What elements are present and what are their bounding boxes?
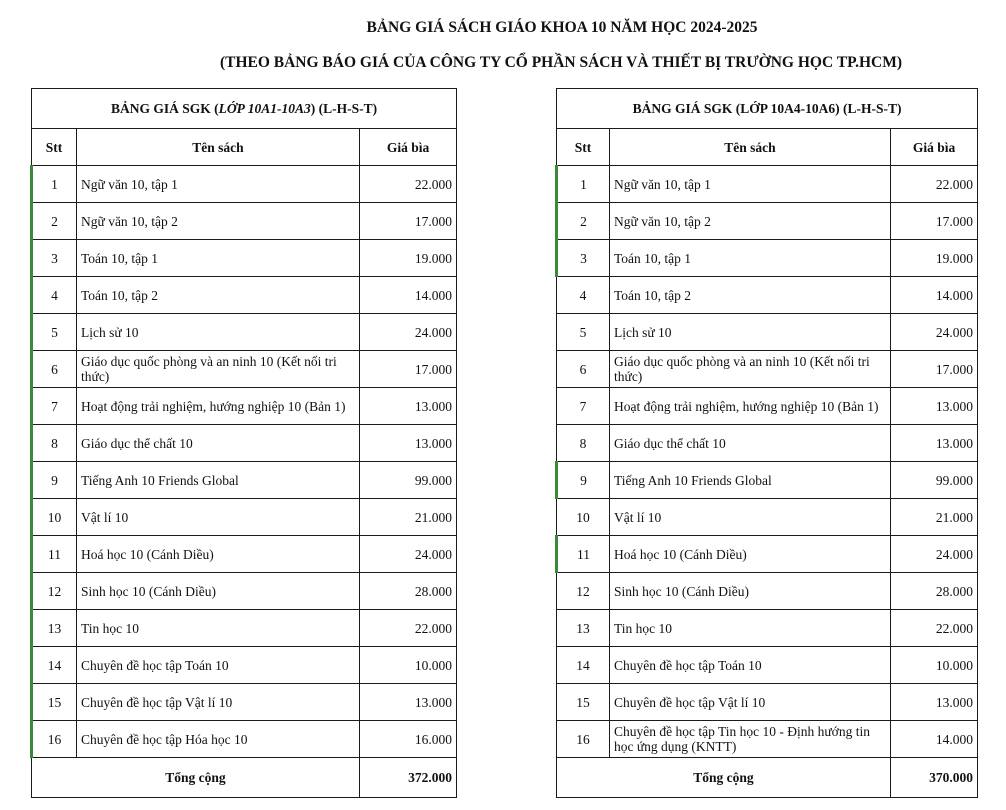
row-price: 13.000 (360, 684, 457, 721)
row-stt: 4 (557, 277, 610, 314)
table-caption: BẢNG GIÁ SGK (LỚP 10A1-10A3) (L-H-S-T) (32, 89, 457, 129)
row-book-name: Hoạt động trải nghiệm, hướng nghiệp 10 (Bản 1) (77, 388, 360, 425)
table-row (32, 684, 457, 721)
row-stt: 14 (32, 647, 77, 684)
row-stt: 1 (32, 166, 77, 203)
row-book-name: Giáo dục thể chất 10 (77, 425, 360, 462)
table-row (32, 166, 457, 203)
table-row (557, 499, 978, 536)
row-stt: 2 (557, 203, 610, 240)
row-book-name: Lịch sử 10 (610, 314, 891, 351)
table-row (32, 647, 457, 684)
row-book-name: Toán 10, tập 1 (610, 240, 891, 277)
table-caption: BẢNG GIÁ SGK (LỚP 10A4-10A6) (L-H-S-T) (557, 89, 978, 129)
row-price: 13.000 (360, 388, 457, 425)
row-stt: 10 (32, 499, 77, 536)
row-price: 24.000 (891, 536, 978, 573)
row-price: 19.000 (360, 240, 457, 277)
row-stt: 11 (557, 536, 610, 573)
table-row (557, 166, 978, 203)
column-header-stt: Stt (557, 129, 610, 166)
row-price: 21.000 (360, 499, 457, 536)
row-book-name: Ngữ văn 10, tập 1 (77, 166, 360, 203)
row-book-name: Chuyên đề học tập Tin học 10 - Định hướng tin học ứng dụng (KNTT) (610, 721, 891, 758)
row-price: 28.000 (891, 573, 978, 610)
row-price: 17.000 (891, 351, 978, 388)
row-price: 14.000 (360, 277, 457, 314)
row-stt: 12 (32, 573, 77, 610)
table-row (32, 240, 457, 277)
row-stt: 1 (557, 166, 610, 203)
row-price: 22.000 (360, 166, 457, 203)
row-price: 24.000 (360, 536, 457, 573)
row-price: 22.000 (360, 610, 457, 647)
total-value: 370.000 (891, 758, 978, 798)
table-row (32, 425, 457, 462)
row-price: 22.000 (891, 166, 978, 203)
table-row (557, 647, 978, 684)
column-header-name: Tên sách (610, 129, 891, 166)
row-stt: 3 (557, 240, 610, 277)
row-stt: 12 (557, 573, 610, 610)
row-book-name: Chuyên đề học tập Vật lí 10 (77, 684, 360, 721)
column-header-price: Giá bìa (360, 129, 457, 166)
row-price: 10.000 (360, 647, 457, 684)
row-book-name: Hoạt động trải nghiệm, hướng nghiệp 10 (Bản 1) (610, 388, 891, 425)
row-price: 13.000 (891, 425, 978, 462)
row-stt: 6 (32, 351, 77, 388)
row-book-name: Ngữ văn 10, tập 2 (77, 203, 360, 240)
row-stt: 15 (557, 684, 610, 721)
table-row (32, 277, 457, 314)
total-label: Tổng cộng (32, 758, 360, 798)
total-row (32, 758, 457, 798)
table-row (557, 277, 978, 314)
row-stt: 9 (32, 462, 77, 499)
row-book-name: Vật lí 10 (77, 499, 360, 536)
row-stt: 8 (557, 425, 610, 462)
row-book-name: Toán 10, tập 1 (77, 240, 360, 277)
row-price: 10.000 (891, 647, 978, 684)
price-table-10a1-10a3 (30, 88, 457, 798)
row-book-name: Toán 10, tập 2 (77, 277, 360, 314)
row-book-name: Sinh học 10 (Cánh Diều) (77, 573, 360, 610)
row-price: 14.000 (891, 277, 978, 314)
row-price: 14.000 (891, 721, 978, 758)
table-row (32, 462, 457, 499)
row-stt: 10 (557, 499, 610, 536)
row-stt: 13 (32, 610, 77, 647)
page-title: BẢNG GIÁ SÁCH GIÁO KHOA 10 NĂM HỌC 2024-2025 (366, 19, 758, 36)
row-stt: 5 (32, 314, 77, 351)
row-price: 17.000 (360, 351, 457, 388)
table-row (557, 536, 978, 573)
row-price: 16.000 (360, 721, 457, 758)
table-row (557, 610, 978, 647)
table-row (557, 425, 978, 462)
table-row (32, 536, 457, 573)
total-value: 372.000 (360, 758, 457, 798)
table-row (557, 721, 978, 758)
row-book-name: Sinh học 10 (Cánh Diều) (610, 573, 891, 610)
row-stt: 13 (557, 610, 610, 647)
table-row (557, 462, 978, 499)
row-price: 13.000 (891, 684, 978, 721)
row-book-name: Tin học 10 (77, 610, 360, 647)
table-row (32, 573, 457, 610)
row-stt: 9 (557, 462, 610, 499)
row-book-name: Tiếng Anh 10 Friends Global (77, 462, 360, 499)
table-row (557, 684, 978, 721)
table-row (32, 351, 457, 388)
row-stt: 4 (32, 277, 77, 314)
row-book-name: Tin học 10 (610, 610, 891, 647)
row-stt: 8 (32, 425, 77, 462)
row-book-name: Giáo dục quốc phòng và an ninh 10 (Kết nối tri thức) (610, 351, 891, 388)
row-price: 21.000 (891, 499, 978, 536)
page-subtitle: (THEO BẢNG BÁO GIÁ CỦA CÔNG TY CỔ PHẦN SÁCH VÀ THIẾT BỊ TRƯỜNG HỌC TP.HCM) (219, 54, 903, 71)
row-price: 17.000 (360, 203, 457, 240)
column-header-name: Tên sách (77, 129, 360, 166)
row-book-name: Ngữ văn 10, tập 1 (610, 166, 891, 203)
table-row (32, 203, 457, 240)
row-book-name: Chuyên đề học tập Toán 10 (610, 647, 891, 684)
table-row (557, 203, 978, 240)
row-price: 17.000 (891, 203, 978, 240)
row-book-name: Ngữ văn 10, tập 2 (610, 203, 891, 240)
row-book-name: Lịch sử 10 (77, 314, 360, 351)
row-price: 24.000 (360, 314, 457, 351)
row-price: 13.000 (360, 425, 457, 462)
table-row (32, 314, 457, 351)
row-book-name: Hoá học 10 (Cánh Diều) (77, 536, 360, 573)
row-book-name: Chuyên đề học tập Toán 10 (77, 647, 360, 684)
table-row (32, 499, 457, 536)
row-stt: 15 (32, 684, 77, 721)
row-book-name: Chuyên đề học tập Hóa học 10 (77, 721, 360, 758)
row-price: 22.000 (891, 610, 978, 647)
row-stt: 11 (32, 536, 77, 573)
row-stt: 16 (557, 721, 610, 758)
table-row (557, 573, 978, 610)
price-table-10a4-10a6 (555, 88, 978, 798)
row-stt: 14 (557, 647, 610, 684)
row-book-name: Toán 10, tập 2 (610, 277, 891, 314)
row-book-name: Chuyên đề học tập Vật lí 10 (610, 684, 891, 721)
column-header-price: Giá bìa (891, 129, 978, 166)
total-row (557, 758, 978, 798)
row-book-name: Hoá học 10 (Cánh Diều) (610, 536, 891, 573)
row-stt: 5 (557, 314, 610, 351)
row-price: 99.000 (360, 462, 457, 499)
row-stt: 7 (32, 388, 77, 425)
row-stt: 7 (557, 388, 610, 425)
row-price: 19.000 (891, 240, 978, 277)
row-book-name: Giáo dục thể chất 10 (610, 425, 891, 462)
row-book-name: Tiếng Anh 10 Friends Global (610, 462, 891, 499)
row-price: 24.000 (891, 314, 978, 351)
table-row (32, 388, 457, 425)
table-row (32, 721, 457, 758)
row-book-name: Giáo dục quốc phòng và an ninh 10 (Kết nối tri thức) (77, 351, 360, 388)
table-row (557, 388, 978, 425)
row-stt: 3 (32, 240, 77, 277)
table-row (557, 314, 978, 351)
row-price: 28.000 (360, 573, 457, 610)
total-label: Tổng cộng (557, 758, 891, 798)
column-header-stt: Stt (32, 129, 77, 166)
row-stt: 6 (557, 351, 610, 388)
row-price: 13.000 (891, 388, 978, 425)
table-row (32, 610, 457, 647)
row-book-name: Vật lí 10 (610, 499, 891, 536)
row-stt: 2 (32, 203, 77, 240)
row-price: 99.000 (891, 462, 978, 499)
table-row (557, 351, 978, 388)
table-row (557, 240, 978, 277)
row-stt: 16 (32, 721, 77, 758)
